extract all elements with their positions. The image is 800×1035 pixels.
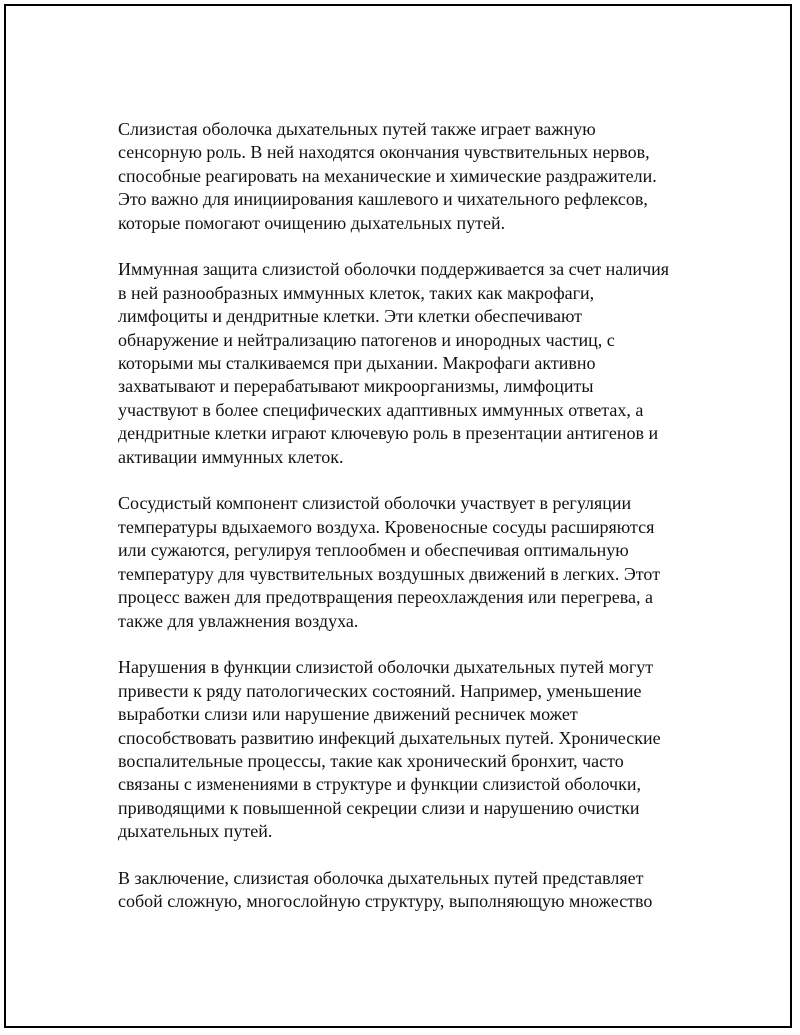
text-line: сенсорную роль. В ней находятся окончания чувствительных нервов, (118, 142, 650, 163)
text-line: Сосудистый компонент слизистой оболочки участвует в регуляции (118, 493, 632, 514)
text-line: В заключение, слизистая оболочка дыхательных путей представляет (118, 867, 644, 888)
text-line: воспалительные процессы, такие как хронический бронхит, часто (118, 750, 624, 771)
text-line: процесс важен для предотвращения переохлаждения или перегрева, а (118, 587, 653, 608)
paragraph-immune-defense (118, 258, 698, 469)
text-line: лимфоциты и дендритные клетки. Эти клетки обеспечивают (118, 306, 583, 327)
text-line: Иммунная защита слизистой оболочки поддерживается за счет наличия (118, 259, 670, 280)
text-line: в ней разнообразных иммунных клеток, таких как макрофаги, (118, 282, 595, 303)
text-line: дыхательных путей. (118, 821, 273, 842)
text-line: Это важно для инициирования кашлевого и чихательного рефлексов, (118, 189, 648, 210)
text-line: Слизистая оболочка дыхательных путей также играет важную (118, 119, 596, 139)
text-line: выработки слизи или нарушение движений ресничек может (118, 704, 578, 725)
paragraph-conclusion (118, 867, 698, 914)
text-line: способствовать развитию инфекций дыхательных путей. Хронические (118, 727, 661, 748)
paragraph-sensory-role (118, 118, 698, 235)
text-line: которыми мы сталкиваемся при дыхании. Макрофаги активно (118, 353, 596, 374)
text-line: температуру для чувствительных воздушных движений в легких. Этот (118, 563, 661, 584)
text-line: Нарушения в функции слизистой оболочки дыхательных путей могут (118, 657, 654, 678)
text-line: собой сложную, многослойную структуру, выполняющую множество (118, 891, 653, 912)
text-line: приводящими к повышенной секреции слизи и нарушению очистки (118, 797, 640, 818)
text-line: обнаружение и нейтрализацию патогенов и инородных частиц, с (118, 329, 615, 350)
text-line: привести к ряду патологических состояний. Например, уменьшение (118, 680, 642, 701)
text-line: участвуют в более специфических адаптивных иммунных ответах, а (118, 399, 644, 420)
text-line: активации иммунных клеток. (118, 446, 344, 467)
text-line: захватывают и перерабатывают микроорганизмы, лимфоциты (118, 376, 594, 397)
document-body (118, 118, 698, 937)
paragraph-disorders (118, 656, 698, 843)
paragraph-vascular-component (118, 492, 698, 632)
text-line: температуры вдыхаемого воздуха. Кровеносные сосуды расширяются (118, 516, 655, 537)
text-line: или сужаются, регулируя теплообмен и обеспечивая оптимальную (118, 540, 629, 561)
text-line: дендритные клетки играют ключевую роль в презентации антигенов и (118, 423, 659, 444)
text-line: способные реагировать на механические и химические раздражители. (118, 165, 657, 186)
text-line: также для увлажнения воздуха. (118, 610, 359, 631)
text-line: связаны с изменениями в структуре и функции слизистой оболочки, (118, 774, 641, 795)
text-line: которые помогают очищению дыхательных путей. (118, 212, 506, 233)
